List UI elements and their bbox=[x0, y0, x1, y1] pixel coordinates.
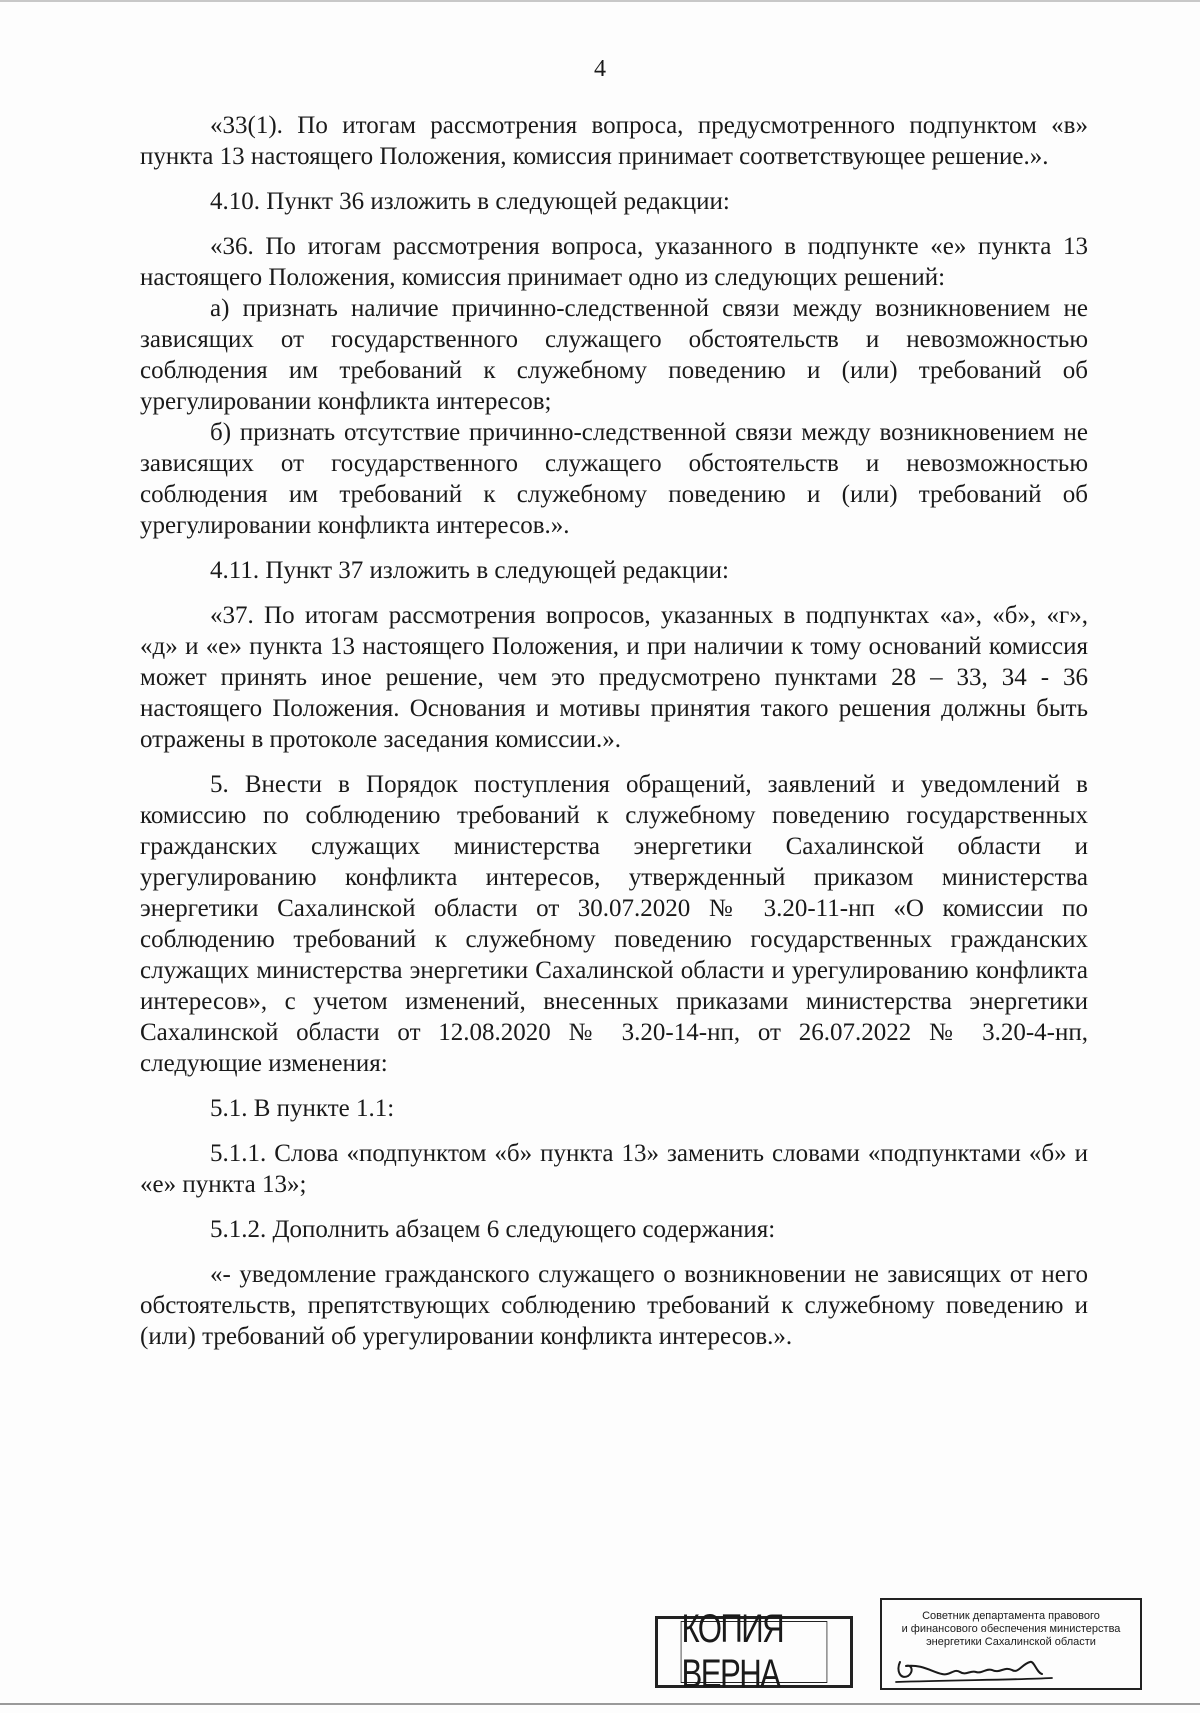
paragraph-5-1: 5.1. В пункте 1.1: bbox=[210, 1095, 395, 1122]
top-edge-rule bbox=[0, 0, 1200, 2]
paragraph-5-1-2-text: «- уведомление гражданского служащего о возникновении не зависящих от него обстоятельств, препятствующих соблюдению требований к служебному поведению и (или) требований об урегулировании конфликта интересов.». bbox=[140, 1261, 1088, 1350]
paragraph-37: «37. По итогам рассмотрения вопросов, указанных в подпунктах «а», «б», «г», «д» и «е» пункта 13 настоящего Положения, и при наличии к тому оснований комиссия может принять иное решение, чем это предусмотрено пунктами 28 – 33, 34 - 36 настоящего Положения. Основания и мотивы принятия такого решения должны быть отражены в протоколе заседания комиссии.». bbox=[140, 602, 1088, 753]
handwritten-signature bbox=[892, 1650, 1132, 1690]
paragraph-4-11: 4.11. Пункт 37 изложить в следующей редакции: bbox=[210, 557, 729, 584]
paragraph-5-1-2: 5.1.2. Дополнить абзацем 6 следующего содержания: bbox=[210, 1216, 776, 1243]
copy-certified-stamp bbox=[655, 1607, 853, 1696]
paragraph-36-item-a: а) признать наличие причинно-следственной связи между возникновением не зависящих от государственного служащего обстоятельств и невозможностью соблюдения им требований к служебному поведению и (или) требований об урегулировании конфликта интересов; bbox=[140, 295, 1088, 415]
certifier-line-3: энергетики Сахалинской области bbox=[926, 1636, 1096, 1648]
paragraph-36-item-b: б) признать отсутствие причинно-следственной связи между возникновением не зависящих от государственного служащего обстоятельств и невозможностью соблюдения им требований к служебному поведению и (или) требований об урегулировании конфликта интересов.». bbox=[140, 419, 1088, 539]
certifier-line-2: и финансового обеспечения министерства bbox=[901, 1623, 1121, 1635]
document-body bbox=[140, 110, 1088, 1366]
copy-certified-text: КОПИЯ ВЕРНА bbox=[681, 1621, 828, 1683]
paragraph-36-intro: «36. По итогам рассмотрения вопроса, указанного в подпункте «е» пункта 13 настоящего Положения, комиссия принимает одно из следующих решений: bbox=[140, 233, 1088, 291]
certifier-line-1: Советник департамента правового bbox=[922, 1610, 1100, 1622]
paragraph-5-1-1: 5.1.1. Слова «подпунктом «б» пункта 13» заменить словами «подпунктами «б» и «е» пункта 13»; bbox=[140, 1140, 1088, 1198]
bottom-edge-rule bbox=[0, 1703, 1200, 1705]
page-number: 4 bbox=[594, 56, 606, 82]
paragraph-4-10: 4.10. Пункт 36 изложить в следующей редакции: bbox=[210, 188, 730, 215]
paragraph-33-1: «33(1). По итогам рассмотрения вопроса, предусмотренного подпунктом «в» пункта 13 настоящего Положения, комиссия принимает соответствующее решение.». bbox=[140, 112, 1088, 170]
certifier-stamp bbox=[880, 1598, 1142, 1690]
paragraph-5: 5. Внести в Порядок поступления обращений, заявлений и уведомлений в комиссию по соблюдению требований к служебному поведению государственных гражданских служащих министерства энергетики Сахалинской области и урегулированию конфликта интересов, утвержденный приказом министерства энергетики Сахалинской области от 30.07.2020 № 3.20-11-нп «О комиссии по соблюдению требований к служебному поведению государственных гражданских служащих министерства энергетики Сахалинской области и урегулированию конфликта интересов», с учетом изменений, внесенных приказами министерства энергетики Сахалинской области от 12.08.2020 № 3.20-14-нп, от 26.07.2022 № 3.20-4-нп, следующие изменения: bbox=[140, 771, 1088, 1077]
certification-stamps bbox=[655, 1598, 1145, 1696]
